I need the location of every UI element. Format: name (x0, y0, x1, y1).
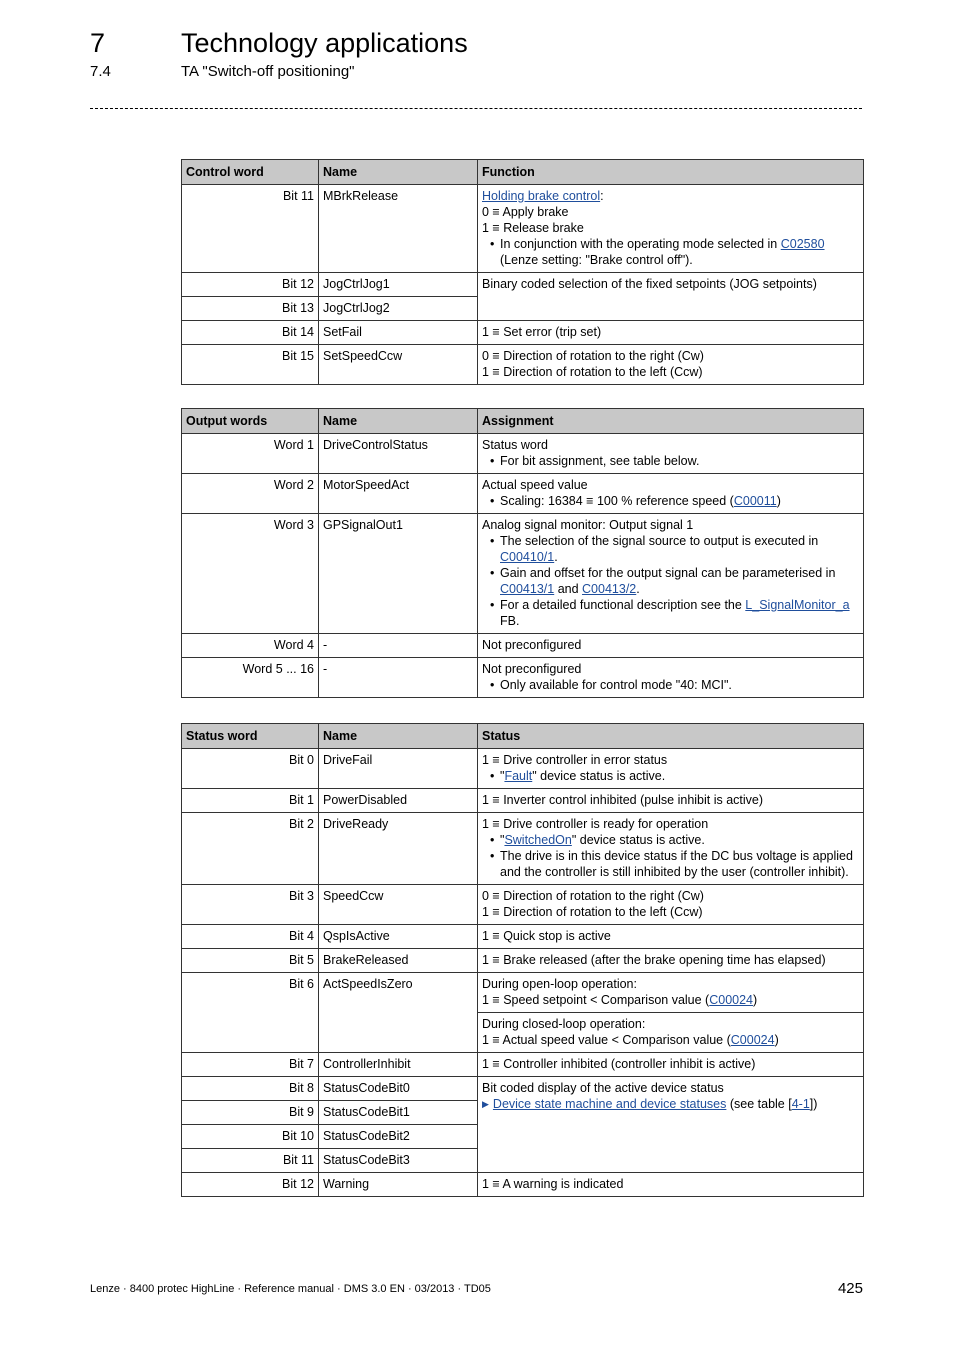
name-cell: MBrkRelease (319, 185, 478, 273)
bit-cell: Bit 15 (182, 345, 319, 385)
table-row (182, 789, 864, 813)
table-4-1-link[interactable]: 4-1 (791, 1097, 810, 1111)
table-row (182, 185, 864, 273)
name-cell: ControllerInhibit (319, 1053, 478, 1077)
name-cell: JogCtrlJog1 (319, 273, 478, 297)
name-cell: PowerDisabled (319, 789, 478, 813)
table-row (182, 434, 864, 474)
word-cell: Word 2 (182, 474, 319, 514)
assignment-cell: Status word • For bit assignment, see table below. (478, 434, 864, 474)
status-cell: 1 ≡ Drive controller is ready for operation • "SwitchedOn" device status is active. • The drive is in this device status if the DC bus voltage is applied and the controller is still inhibited by the user (controller inhibit). (478, 813, 864, 885)
table-header-row (182, 409, 864, 434)
list-item: • The drive is in this device status if the DC bus voltage is applied and the controller is still inhibited by the user (controller inhibit). (482, 848, 859, 880)
c00413-1-link[interactable]: C00413/1 (500, 582, 555, 596)
status-cell: 1 ≡ Controller inhibited (controller inhibit is active) (478, 1053, 864, 1077)
column-header: Status word (182, 724, 319, 749)
header-divider (90, 108, 862, 109)
function-cell: Binary coded selection of the fixed setpoints (JOG setpoints) (478, 273, 864, 321)
list-item: • "Fault" device status is active. (482, 768, 859, 784)
table-row (182, 321, 864, 345)
c00011-link[interactable]: C00011 (733, 494, 777, 508)
section-title: TA "Switch-off positioning" (181, 63, 355, 80)
name-cell: StatusCodeBit2 (319, 1125, 478, 1149)
word-cell: Word 3 (182, 514, 319, 634)
chapter-title: Technology applications (181, 28, 468, 58)
table-row (182, 973, 864, 1013)
name-cell: MotorSpeedAct (319, 474, 478, 514)
name-cell: SpeedCcw (319, 885, 478, 925)
status-cell: 1 ≡ Inverter control inhibited (pulse inhibit is active) (478, 789, 864, 813)
triangle-right-icon: ▶ (482, 1099, 489, 1109)
assignment-cell: Not preconfigured • Only available for control mode "40: MCI". (478, 658, 864, 698)
column-header: Assignment (478, 409, 864, 434)
table-row (182, 345, 864, 385)
assignment-cell: Not preconfigured (478, 634, 864, 658)
bit-cell: Bit 3 (182, 885, 319, 925)
name-cell: SetFail (319, 321, 478, 345)
page-number: 425 (837, 1280, 863, 1297)
assignment-cell: Analog signal monitor: Output signal 1 • The selection of the signal source to output is executed in C00410/1. • Gain and offset for the output signal can be parameterised in C00413/1 and C00413/2. • For a detailed functional description see the L_SignalMonitor_a FB. (478, 514, 864, 634)
list-item: • For bit assignment, see table below. (482, 453, 859, 469)
fault-link[interactable]: Fault (504, 769, 533, 783)
table-row (182, 474, 864, 514)
list-item: • Only available for control mode "40: MCI". (482, 677, 859, 693)
name-cell: BrakeReleased (319, 949, 478, 973)
l-signalmonitor-a-link[interactable]: L_SignalMonitor_a (745, 598, 850, 612)
status-cell: 1 ≡ Brake released (after the brake opening time has elapsed) (478, 949, 864, 973)
output-words-table (181, 408, 864, 698)
column-header: Function (478, 160, 864, 185)
name-cell: DriveControlStatus (319, 434, 478, 474)
c00024-link[interactable]: C00024 (730, 1033, 775, 1047)
status-word-table (181, 723, 864, 1197)
function-cell: 0 ≡ Direction of rotation to the right (Cw) 1 ≡ Direction of rotation to the left (Ccw) (478, 345, 864, 385)
control-word-table (181, 159, 864, 385)
table-row (182, 514, 864, 634)
column-header: Name (319, 724, 478, 749)
word-cell: Word 4 (182, 634, 319, 658)
column-header: Name (319, 409, 478, 434)
list-item: • For a detailed functional description see the L_SignalMonitor_a FB. (482, 597, 859, 629)
table-row (182, 813, 864, 885)
device-state-machine-link[interactable]: Device state machine and device statuses (492, 1097, 727, 1111)
list-item: • Scaling: 16384 ≡ 100 % reference speed (C00011) (482, 493, 859, 509)
table-row (182, 658, 864, 698)
bit-cell: Bit 12 (182, 1173, 319, 1197)
table-header-row (182, 160, 864, 185)
c00410-1-link[interactable]: C00410/1 (500, 550, 555, 564)
table-row (182, 273, 864, 297)
bit-cell: Bit 10 (182, 1125, 319, 1149)
status-cell: During open-loop operation: 1 ≡ Speed setpoint < Comparison value (C00024) (478, 973, 864, 1013)
bit-cell: Bit 5 (182, 949, 319, 973)
status-cell: 1 ≡ Drive controller in error status • "Fault" device status is active. (478, 749, 864, 789)
name-cell: Warning (319, 1173, 478, 1197)
column-header: Output words (182, 409, 319, 434)
table-row (182, 1173, 864, 1197)
table-row (182, 949, 864, 973)
c00413-2-link[interactable]: C00413/2 (582, 582, 637, 596)
name-cell: SetSpeedCcw (319, 345, 478, 385)
c02580-link[interactable]: C02580 (780, 237, 825, 251)
bit-cell: Bit 2 (182, 813, 319, 885)
name-cell: JogCtrlJog2 (319, 297, 478, 321)
table-header-row (182, 724, 864, 749)
assignment-cell: Actual speed value • Scaling: 16384 ≡ 100 % reference speed (C00011) (478, 474, 864, 514)
status-cell: During closed-loop operation: 1 ≡ Actual speed value < Comparison value (C00024) (478, 1013, 864, 1053)
table-row (182, 885, 864, 925)
list-item: • In conjunction with the operating mode selected in C02580 (Lenze setting: "Brake control off"). (482, 236, 859, 268)
switchedon-link[interactable]: SwitchedOn (504, 833, 572, 847)
bit-cell: Bit 1 (182, 789, 319, 813)
name-cell: ActSpeedIsZero (319, 973, 478, 1053)
chapter-number: 7 (90, 28, 106, 58)
name-cell: QspIsActive (319, 925, 478, 949)
list-item: • "SwitchedOn" device status is active. (482, 832, 859, 848)
bit-cell: Bit 0 (182, 749, 319, 789)
name-cell: StatusCodeBit1 (319, 1101, 478, 1125)
bit-cell: Bit 13 (182, 297, 319, 321)
name-cell: StatusCodeBit0 (319, 1077, 478, 1101)
list-item: • The selection of the signal source to output is executed in C00410/1. (482, 533, 859, 565)
name-cell: - (319, 634, 478, 658)
name-cell: DriveReady (319, 813, 478, 885)
section-number: 7.4 (90, 63, 111, 80)
table-row (182, 749, 864, 789)
column-header: Name (319, 160, 478, 185)
bit-cell: Bit 11 (182, 1149, 319, 1173)
table-row (182, 925, 864, 949)
footer-text: Lenze · 8400 protec HighLine · Reference manual · DMS 3.0 EN · 03/2013 · TD05 (90, 1283, 491, 1295)
name-cell: DriveFail (319, 749, 478, 789)
word-cell: Word 1 (182, 434, 319, 474)
status-cell: 0 ≡ Direction of rotation to the right (Cw) 1 ≡ Direction of rotation to the left (Ccw) (478, 885, 864, 925)
status-cell: 1 ≡ Quick stop is active (478, 925, 864, 949)
function-cell: Holding brake control: 0 ≡ Apply brake 1 ≡ Release brake • In conjunction with the operating mode selected in C02580 (Lenze setting: "Brake control off"). (478, 185, 864, 273)
table-row (182, 1053, 864, 1077)
column-header: Control word (182, 160, 319, 185)
function-cell: 1 ≡ Set error (trip set) (478, 321, 864, 345)
bit-cell: Bit 4 (182, 925, 319, 949)
holding-brake-control-link[interactable]: Holding brake control (482, 189, 601, 203)
c00024-link[interactable]: C00024 (709, 993, 754, 1007)
column-header: Status (478, 724, 864, 749)
name-cell: GPSignalOut1 (319, 514, 478, 634)
bit-cell: Bit 9 (182, 1101, 319, 1125)
table-row (182, 634, 864, 658)
bit-cell: Bit 6 (182, 973, 319, 1053)
list-item: • Gain and offset for the output signal can be parameterised in C00413/1 and C00413/2. (482, 565, 859, 597)
bit-cell: Bit 12 (182, 273, 319, 297)
name-cell: - (319, 658, 478, 698)
name-cell: StatusCodeBit3 (319, 1149, 478, 1173)
bit-cell: Bit 7 (182, 1053, 319, 1077)
status-cell: 1 ≡ A warning is indicated (478, 1173, 864, 1197)
table-row (182, 1077, 864, 1101)
bit-cell: Bit 8 (182, 1077, 319, 1101)
status-cell: Bit coded display of the active device status ▶ Device state machine and device statuses (see table [4-1]) (478, 1077, 864, 1173)
word-cell: Word 5 ... 16 (182, 658, 319, 698)
bit-cell: Bit 14 (182, 321, 319, 345)
bit-cell: Bit 11 (182, 185, 319, 273)
